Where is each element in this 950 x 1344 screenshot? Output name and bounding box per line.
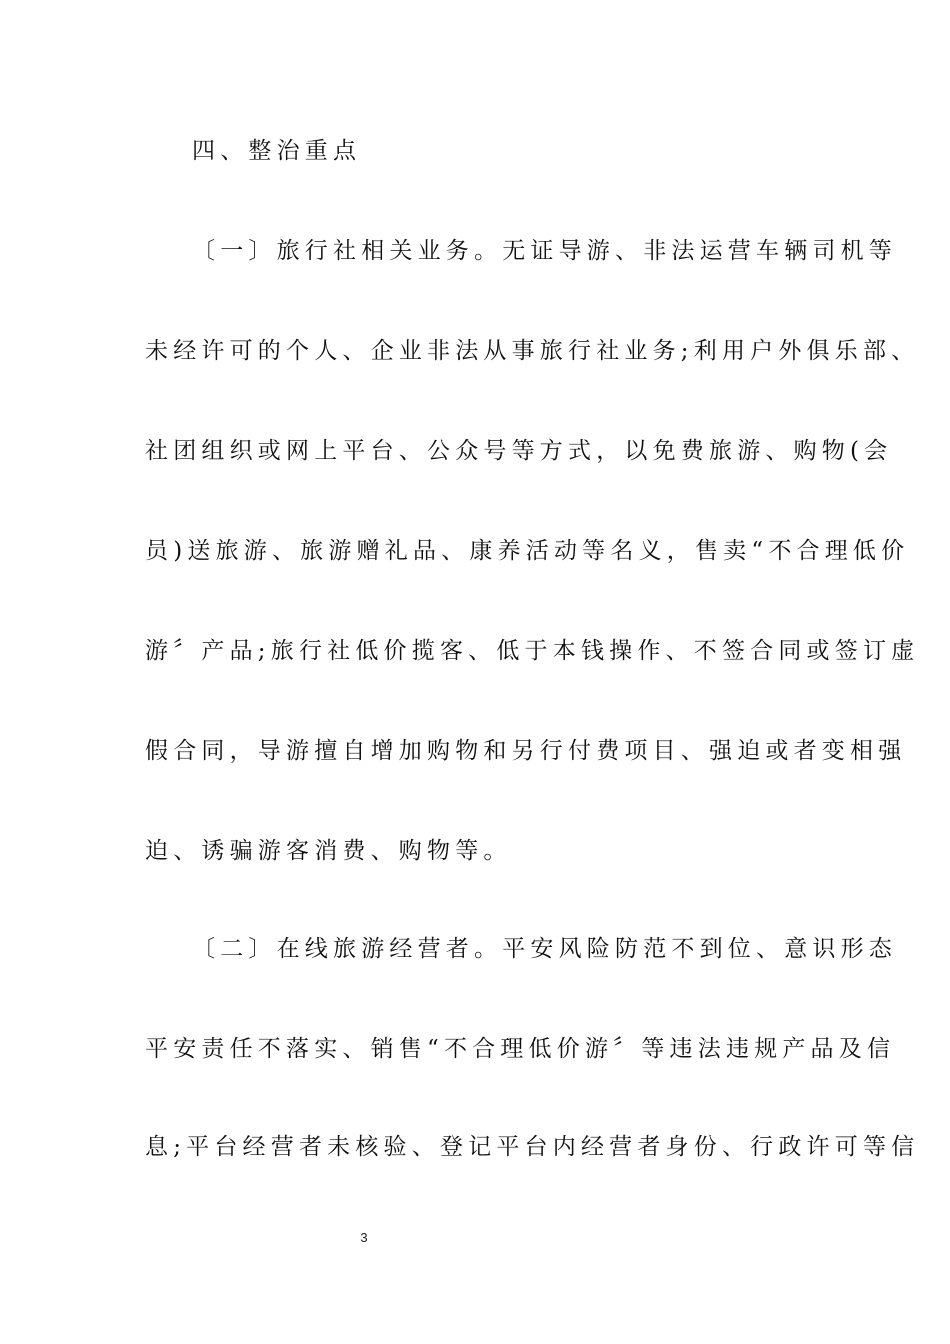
paragraph-line: 社团组织或网上平台、公众号等方式，以免费旅游、购物(会 [145, 438, 893, 464]
section-heading: 四、整治重点 [192, 138, 362, 164]
paragraph-line: 员)送旅游、旅游赠礼品、康养活动等名义，售卖“不合理低价 [145, 538, 910, 564]
paragraph-line: 〔二〕在线旅游经营者。平安风险防范不到位、意识形态 [192, 936, 897, 962]
paragraph-line: 〔一〕旅行社相关业务。无证导游、非法运营车辆司机等 [192, 238, 897, 264]
paragraph-line: 假合同，导游擅自增加购物和另行付费项目、强迫或者变相强 [145, 738, 907, 764]
paragraph-line: 平安责任不落实、销售“不合理低价游〞等违法违规产品及信 [145, 1036, 896, 1062]
paragraph-line: 息;平台经营者未核验、登记平台内经营者身份、行政许可等信 [145, 1134, 920, 1160]
paragraph-line: 迫、诱骗游客消费、购物等。 [145, 838, 512, 864]
page-number: 3 [360, 1230, 368, 1245]
paragraph-line: 未经许可的个人、企业非法从事旅行社业务;利用户外俱乐部、 [145, 338, 920, 364]
paragraph-line: 游〞产品;旅行社低价揽客、低于本钱操作、不签合同或签订虚 [145, 638, 920, 664]
